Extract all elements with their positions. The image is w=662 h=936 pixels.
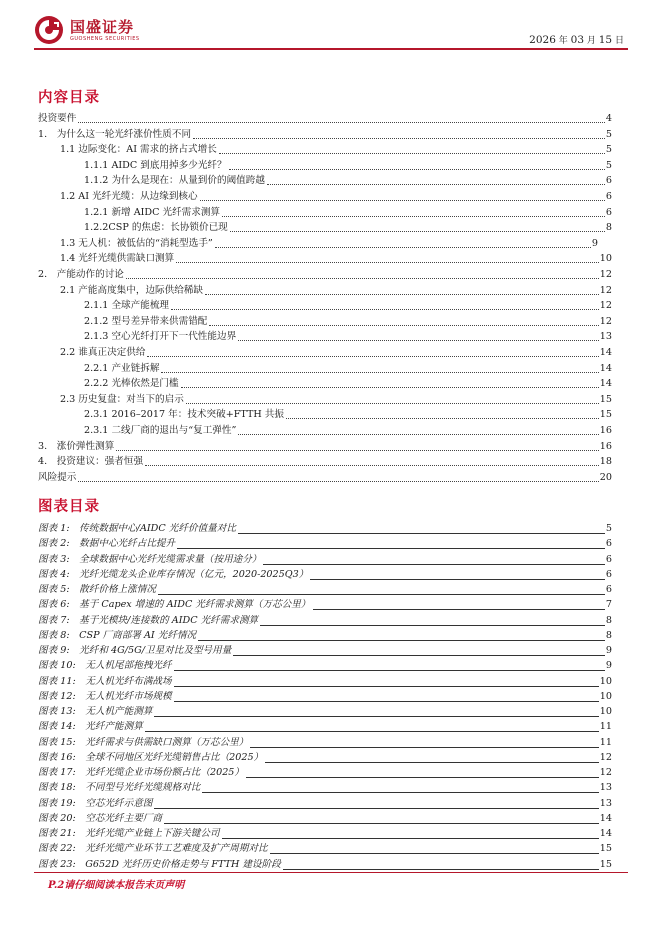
toc-entry-label: 2.3.1 2016–2017 年：技术突破+FTTH 共振	[84, 409, 284, 420]
figure-entry-page: 5	[605, 523, 612, 534]
figure-leader-dots	[164, 823, 599, 824]
figure-entry-label: 图表 16: 全球不同地区光纤光缆销售占比（2025）	[38, 752, 264, 763]
date-day-char: 日	[612, 36, 624, 46]
figure-entry-label: 图表 23: G652D 光纤历史价格走势与 FTTH 建设阶段	[38, 859, 281, 870]
figure-leader-dots	[222, 838, 599, 839]
figure-entry[interactable]	[38, 858, 612, 872]
toc-entry-page: 5	[605, 129, 612, 140]
report-date	[529, 33, 624, 46]
toc-entry[interactable]	[84, 299, 612, 313]
figure-entry[interactable]	[38, 537, 612, 551]
toc-entry-label: 2. 产能动作的讨论	[38, 269, 124, 280]
toc-entry[interactable]	[38, 112, 612, 126]
figure-entry[interactable]	[38, 614, 612, 628]
toc-entry[interactable]	[60, 143, 612, 157]
figure-entry-label: 图表 2: 数据中心光纤占比提升	[38, 538, 176, 549]
company-logo	[34, 14, 140, 46]
toc-entry[interactable]	[38, 455, 612, 469]
toc-leader-dots	[215, 247, 591, 248]
toc-entry-page: 14	[599, 363, 612, 374]
figure-entry-page: 10	[599, 676, 612, 687]
figure-leader-dots	[263, 564, 604, 565]
toc-entry-label: 2.2 谁真正决定供给	[60, 347, 146, 358]
toc-leader-dots	[186, 403, 599, 404]
figure-entry[interactable]	[38, 751, 612, 765]
figure-entry-label: 图表 17: 光纤光缆企业市场份额占比（2025）	[38, 767, 244, 778]
figure-leader-dots	[174, 670, 605, 671]
figure-leader-dots	[260, 625, 605, 626]
toc-entry-page: 4	[605, 113, 612, 124]
figure-leader-dots	[246, 777, 599, 778]
figure-leader-dots	[198, 640, 605, 641]
toc-leader-dots	[78, 481, 598, 482]
toc-leader-dots	[176, 262, 599, 263]
date-month: 03	[570, 34, 585, 46]
figure-entry[interactable]	[38, 629, 612, 643]
figure-leader-dots	[283, 869, 599, 870]
figure-entry-page: 7	[605, 599, 612, 610]
toc-entry-label: 2.1.1 全球产能梳理	[84, 300, 170, 311]
figure-leader-dots	[313, 609, 605, 610]
logo-chinese-name: 国盛证券	[70, 17, 135, 36]
figure-entry-page: 6	[605, 538, 612, 549]
toc-entry[interactable]	[84, 362, 612, 376]
figure-entry-page: 6	[605, 554, 612, 565]
toc-entry[interactable]	[38, 128, 612, 142]
figure-entry-page: 15	[599, 843, 612, 854]
toc-entry[interactable]	[84, 315, 612, 329]
toc-entry-page: 9	[591, 238, 598, 249]
date-month-char: 月	[584, 36, 599, 46]
toc-entry-page: 6	[605, 175, 612, 186]
figure-entry-page: 10	[599, 706, 612, 717]
toc-entry[interactable]	[84, 377, 612, 391]
toc-entry-label: 1.1.2 为什么是现在：从量到价的阈值跨越	[84, 175, 265, 186]
figures-title: 图表目录	[38, 498, 100, 515]
header-divider	[34, 48, 628, 50]
toc-entry[interactable]	[38, 471, 612, 485]
toc-entry[interactable]	[60, 393, 612, 407]
toc-entry-page: 15	[599, 409, 612, 420]
toc-leader-dots	[126, 278, 599, 279]
figure-leader-dots	[158, 594, 605, 595]
footer-disclaimer: P.2请仔细阅读本报告末页声明	[48, 880, 185, 891]
figure-entry[interactable]	[38, 736, 612, 750]
toc-entry-label: 1.2 AI 光纤光缆：从边缘到核心	[60, 191, 198, 202]
toc-entry-label: 3. 涨价弹性测算	[38, 441, 115, 452]
figure-leader-dots	[265, 762, 599, 763]
figure-leader-dots	[233, 655, 605, 656]
figure-entry-label: 图表 6: 基于 Capex 增速的 AIDC 光纤需求测算（万芯公里）	[38, 599, 311, 610]
toc-leader-dots	[161, 372, 598, 373]
toc-entry-label: 1.1 边际变化：AI 需求的挤占式增长	[60, 144, 217, 155]
toc-entry[interactable]	[60, 190, 612, 204]
figure-entry[interactable]	[38, 690, 612, 704]
figure-leader-dots	[154, 808, 598, 809]
figure-leader-dots	[270, 853, 599, 854]
toc-entry-page: 16	[599, 425, 612, 436]
figure-entry-label: 图表 1: 传统数据中心/AIDC 光纤价值量对比	[38, 523, 236, 534]
toc-leader-dots	[78, 122, 605, 123]
figure-leader-dots	[238, 533, 605, 534]
toc-leader-dots	[238, 434, 598, 435]
figure-leader-dots	[174, 686, 599, 687]
toc-entry[interactable]	[60, 284, 612, 298]
figure-entry-page: 13	[599, 782, 612, 793]
date-day: 15	[598, 34, 613, 46]
toc-entry[interactable]	[84, 408, 612, 422]
figure-entry[interactable]	[38, 705, 612, 719]
toc-entry-label: 1.2.1 新增 AIDC 光纤需求测算	[84, 207, 221, 218]
toc-entry-label: 1.3 无人机：被低估的“消耗型选手”	[60, 238, 213, 249]
figure-entry-label: 图表 7: 基于光模块/连接数的 AIDC 光纤需求测算	[38, 615, 259, 626]
logo-english-name: GUOSHENG SECURITIES	[70, 35, 140, 42]
figure-entry-label: 图表 5: 散纤价格上涨情况	[38, 584, 156, 595]
toc-leader-dots	[230, 231, 605, 232]
figure-entry-page: 9	[605, 660, 612, 671]
toc-leader-dots	[200, 200, 605, 201]
toc-entry[interactable]	[84, 174, 612, 188]
toc-entry-label: 投资要件	[38, 113, 77, 124]
toc-entry[interactable]	[38, 268, 612, 282]
toc-entry-label: 2.3.1 二线厂商的退出与“复工弹性”	[84, 425, 237, 436]
figure-leader-dots	[177, 548, 605, 549]
toc-leader-dots	[286, 418, 599, 419]
figure-entry[interactable]	[38, 827, 612, 841]
toc-entry-label: 风险提示	[38, 472, 77, 483]
figure-entry-label: 图表 12: 无人机光纤市场规模	[38, 691, 172, 702]
toc-entry-label: 2.1 产能高度集中，边际供给稀缺	[60, 285, 204, 296]
figure-entry[interactable]	[38, 583, 612, 597]
figure-entry-page: 14	[599, 813, 612, 824]
toc-entry-page: 14	[599, 347, 612, 358]
toc-entry[interactable]	[84, 424, 612, 438]
figure-entry-label: 图表 11: 无人机光纤布满战场	[38, 676, 172, 687]
toc-entry[interactable]	[60, 252, 612, 266]
toc-entry-label: 2.2.1 产业链拆解	[84, 363, 160, 374]
toc-leader-dots	[193, 138, 605, 139]
toc-entry[interactable]	[84, 206, 612, 220]
toc-entry-page: 12	[599, 269, 612, 280]
toc-entry-page: 12	[599, 300, 612, 311]
figure-entry[interactable]	[38, 812, 612, 826]
figure-leader-dots	[145, 731, 599, 732]
toc-leader-dots	[219, 153, 605, 154]
date-year: 2026	[529, 34, 556, 46]
figure-entry-label: 图表 9: 光纤和 4G/5G/卫星对比及型号用量	[38, 645, 232, 656]
toc-entry-page: 8	[605, 222, 612, 233]
figure-leader-dots	[154, 716, 598, 717]
figure-entry-label: 图表 13: 无人机产能测算	[38, 706, 153, 717]
figure-entry[interactable]	[38, 553, 612, 567]
figure-entry-page: 10	[599, 691, 612, 702]
figure-entry-page: 8	[605, 630, 612, 641]
figure-leader-dots	[250, 747, 598, 748]
figure-entry-page: 11	[599, 737, 612, 748]
toc-entry-page: 12	[599, 285, 612, 296]
toc-leader-dots	[205, 294, 599, 295]
figure-entry-page: 11	[599, 721, 612, 732]
toc-entry[interactable]	[60, 346, 612, 360]
figure-entry-page: 8	[605, 615, 612, 626]
toc-leader-dots	[238, 340, 599, 341]
toc-entry-page: 15	[599, 394, 612, 405]
toc-entry-page: 18	[599, 456, 612, 467]
toc-entry-label: 1. 为什么这一轮光纤涨价性质不同	[38, 129, 192, 140]
toc-entry-label: 1.4 光纤光缆供需缺口测算	[60, 253, 175, 264]
figure-entry-label: 图表 3: 全球数据中心光纤光缆需求量（按用途分）	[38, 554, 262, 565]
toc-entry-page: 6	[605, 207, 612, 218]
figure-entry-page: 6	[605, 584, 612, 595]
figure-entry[interactable]	[38, 644, 612, 658]
toc-entry[interactable]	[84, 159, 612, 173]
toc-entry-label: 1.2.2CSP 的焦虑：长协锁价已现	[84, 222, 228, 233]
toc-leader-dots	[147, 356, 598, 357]
toc-entry-label: 2.1.3 空心光纤打开下一代性能边界	[84, 331, 237, 342]
toc-entry-page: 6	[605, 191, 612, 202]
figure-entry-page: 12	[599, 767, 612, 778]
figure-entry[interactable]	[38, 797, 612, 811]
figure-entry-page: 12	[599, 752, 612, 763]
figure-entry-label: 图表 20: 空芯光纤主要厂商	[38, 813, 163, 824]
footer-divider	[34, 872, 628, 873]
figure-entry-label: 图表 15: 光纤需求与供需缺口测算（万芯公里）	[38, 737, 249, 748]
figure-entry[interactable]	[38, 568, 612, 582]
toc-leader-dots	[171, 309, 599, 310]
figure-entry-page: 9	[605, 645, 612, 656]
toc-leader-dots	[229, 169, 605, 170]
toc-entry-label: 2.1.2 型号差异带来供需错配	[84, 316, 208, 327]
figure-entry-page: 6	[605, 569, 612, 580]
figure-entry[interactable]	[38, 720, 612, 734]
figure-leader-dots	[310, 579, 605, 580]
contents-title: 内容目录	[38, 89, 100, 106]
figure-leader-dots	[174, 701, 599, 702]
toc-entry-label: 4. 投资建议：强者恒强	[38, 456, 144, 467]
figure-entry-label: 图表 14: 光纤产能测算	[38, 721, 143, 732]
toc-leader-dots	[181, 387, 599, 388]
figure-entry-page: 15	[599, 859, 612, 870]
toc-entry[interactable]	[84, 221, 612, 235]
toc-entry-page: 13	[599, 331, 612, 342]
toc-entry-page: 12	[599, 316, 612, 327]
toc-leader-dots	[209, 325, 598, 326]
toc-entry-page: 20	[599, 472, 612, 483]
figure-entry-label: 图表 19: 空芯光纤示意图	[38, 798, 153, 809]
toc-leader-dots	[267, 184, 605, 185]
toc-entry-page: 14	[599, 378, 612, 389]
figure-entry-label: 图表 4: 光纤光缆龙头企业库存情况（亿元，2020-2025Q3）	[38, 569, 309, 580]
figure-entry[interactable]	[38, 675, 612, 689]
toc-entry-label: 1.1.1 AIDC 到底用掉多少光纤？	[84, 160, 227, 171]
toc-entry[interactable]	[84, 330, 612, 344]
guosheng-logo-icon	[34, 15, 64, 45]
figure-entry[interactable]	[38, 659, 612, 673]
toc-leader-dots	[145, 465, 599, 466]
toc-entry-page: 16	[599, 441, 612, 452]
toc-entry[interactable]	[38, 440, 612, 454]
figure-entry[interactable]	[38, 598, 612, 612]
figure-entry-label: 图表 18: 不同型号光纤光缆规格对比	[38, 782, 201, 793]
figure-entry[interactable]	[38, 766, 612, 780]
toc-entry-page: 10	[599, 253, 612, 264]
figure-entry-label: 图表 8: CSP 厂商部署 AI 光纤情况	[38, 630, 197, 641]
toc-leader-dots	[222, 216, 605, 217]
toc-entry-page: 5	[605, 160, 612, 171]
toc-entry-label: 2.2.2 光棒依然是门槛	[84, 378, 179, 389]
figure-entry-label: 图表 10: 无人机尾部拖拽光纤	[38, 660, 172, 671]
figure-entry[interactable]	[38, 781, 612, 795]
toc-entry-page: 5	[605, 144, 612, 155]
figure-entry[interactable]	[38, 842, 612, 856]
figure-entry[interactable]	[38, 522, 612, 536]
figure-entry-label: 图表 21: 光纤光缆产业链上下游关键公司	[38, 828, 220, 839]
figure-entry-label: 图表 22: 光纤光缆产业环节工艺难度及扩产周期对比	[38, 843, 268, 854]
figure-entry-page: 14	[599, 828, 612, 839]
toc-entry-label: 2.3 历史复盘：对当下的启示	[60, 394, 184, 405]
date-year-char: 年	[555, 36, 571, 46]
figure-entry-page: 13	[599, 798, 612, 809]
toc-entry[interactable]	[60, 237, 598, 251]
figure-leader-dots	[202, 792, 598, 793]
toc-leader-dots	[116, 450, 598, 451]
